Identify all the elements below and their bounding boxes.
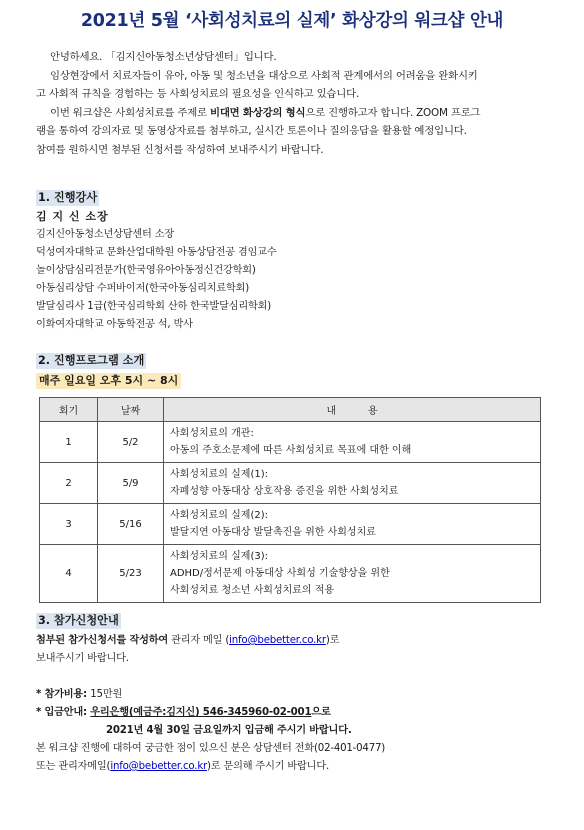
instructor-name: 김 지 신 소장 — [36, 210, 109, 223]
table-row — [40, 422, 541, 463]
section-heading-program: 2. 진행프로그램 소개 — [38, 354, 145, 367]
table-row — [40, 504, 541, 545]
content-line: 발달지연 아동대상 발달촉진을 위한 사회성치료 — [170, 527, 376, 538]
round-cell: 4 — [40, 545, 98, 603]
date-cell: 5/2 — [98, 422, 164, 463]
date-cell: 5/9 — [98, 463, 164, 504]
section-heading-instructor: 1. 진행강사 — [38, 191, 98, 204]
intro-line: 참여를 원하시면 첨부된 신청서를 작성하여 보내주시기 바랍니다. — [36, 143, 324, 156]
deposit-account: 우리은행(예금주:김지신) 546-345960-02-001 — [90, 707, 312, 718]
spacer — [36, 668, 385, 686]
intro-text: 으로 진행하고자 합니다. ZOOM 프로그 — [305, 106, 481, 119]
credential-item: 김지신아동청소년상담센터 소장 — [36, 229, 175, 240]
apply-text: )로 — [325, 635, 340, 646]
fee-value: 15만원 — [90, 689, 123, 700]
deposit-label: * 입금안내: — [36, 707, 91, 718]
intro-line: 임상현장에서 치료자들이 유아, 아동 및 청소년을 대상으로 사회적 관계에서의 어려움을 완화시키 — [50, 69, 478, 82]
deposit-line — [36, 704, 385, 722]
credential-item: 놀이상담심리전문가(한국영유아아동정신건강학회) — [36, 265, 256, 276]
contact-line: 본 워크샵 진행에 대하여 궁금한 점이 있으신 분은 상담센터 전화(02-401-0477) — [36, 743, 386, 754]
program-table — [39, 397, 541, 603]
content-cell — [164, 422, 541, 463]
round-cell: 2 — [40, 463, 98, 504]
content-cell — [164, 545, 541, 603]
email-link[interactable]: info@bebetter.co.kr — [229, 635, 326, 646]
content-line: ADHD/정서문제 아동대상 사회성 기술향상을 위한 — [170, 568, 390, 579]
date-cell: 5/23 — [98, 545, 164, 603]
table-row — [40, 545, 541, 603]
credential-item: 이화여자대학교 아동학전공 석, 박사 — [36, 319, 193, 330]
content-line: 사회성치료의 실제(3): — [170, 551, 268, 562]
intro-line: 고 사회적 규칙을 경험하는 등 사회성치료의 필요성을 인식하고 있습니다. — [36, 88, 360, 100]
intro-line: 램을 통하여 강의자료 및 동영상자료를 첨부하고, 실시간 토론이나 질의응답을 활용할 예정입니다. — [36, 125, 467, 137]
apply-line: 보내주시기 바랍니다. — [36, 653, 129, 664]
contact-email-link[interactable]: info@bebetter.co.kr — [110, 761, 208, 772]
apply-instruction: 첨부된 참가신청서를 작성하여 — [36, 635, 169, 646]
apply-text: 관리자 메일 ( — [168, 635, 230, 646]
content-line: 사회성치료의 개관: — [170, 428, 254, 439]
table-row — [40, 463, 541, 504]
header-content: 내 용 — [164, 398, 541, 422]
contact-text: 또는 관리자메일( — [36, 761, 111, 772]
deposit-suffix: 으로 — [311, 707, 331, 718]
content-cell — [164, 463, 541, 504]
intro-line — [36, 104, 548, 123]
header-date: 날짜 — [98, 398, 164, 422]
content-line: 사회성치료 청소년 사회성치료의 적용 — [170, 585, 335, 596]
content-line: 자폐성향 아동대상 상호작용 증진을 위한 사회성치료 — [170, 486, 399, 497]
credential-item: 아동심리상담 수퍼바이저(한국아동심리치료학회) — [36, 283, 250, 294]
fee-label: * 참가비용: — [36, 689, 91, 700]
credential-item: 발달심리사 1급(한국심리학회 산하 한국발달심리학회) — [36, 301, 272, 312]
content-line: 사회성치료의 실제(2): — [170, 510, 268, 521]
table-header-row — [40, 398, 541, 422]
intro-highlight: 비대면 화상강의 형식 — [209, 106, 306, 119]
apply-line — [36, 632, 385, 650]
contact-text: )로 문의해 주시기 바랍니다. — [207, 761, 329, 772]
intro-paragraph — [36, 48, 548, 159]
header-round: 회기 — [40, 398, 98, 422]
intro-greeting: 안녕하세요. 「김지신아동청소년상담센터」입니다. — [50, 51, 277, 63]
page-title: 2021년 5월 ‘사회성치료의 실제’ 화상강의 워크샵 안내 — [80, 11, 504, 31]
instructor-info — [36, 208, 277, 334]
round-cell: 1 — [40, 422, 98, 463]
date-cell: 5/16 — [98, 504, 164, 545]
round-cell: 3 — [40, 504, 98, 545]
fee-line — [36, 686, 385, 704]
credential-item: 덕성여자대학교 문화산업대학원 아동상담전공 겸임교수 — [36, 247, 277, 258]
intro-text: 이번 워크샵은 사회성치료를 주제로 — [50, 106, 210, 119]
registration-info — [36, 632, 385, 776]
contact-line — [36, 758, 385, 776]
content-line: 사회성치료의 실제(1): — [170, 469, 268, 480]
content-line: 아동의 주호소문제에 따른 사회성치료 목표에 대한 이해 — [170, 445, 412, 456]
schedule-banner: 매주 일요일 오후 5시 ~ 8시 — [36, 373, 181, 389]
section-heading-registration: 3. 참가신청안내 — [38, 614, 119, 627]
deposit-deadline: 2021년 4월 30일 금요일까지 입금해 주시기 바랍니다. — [106, 725, 352, 736]
content-cell — [164, 504, 541, 545]
